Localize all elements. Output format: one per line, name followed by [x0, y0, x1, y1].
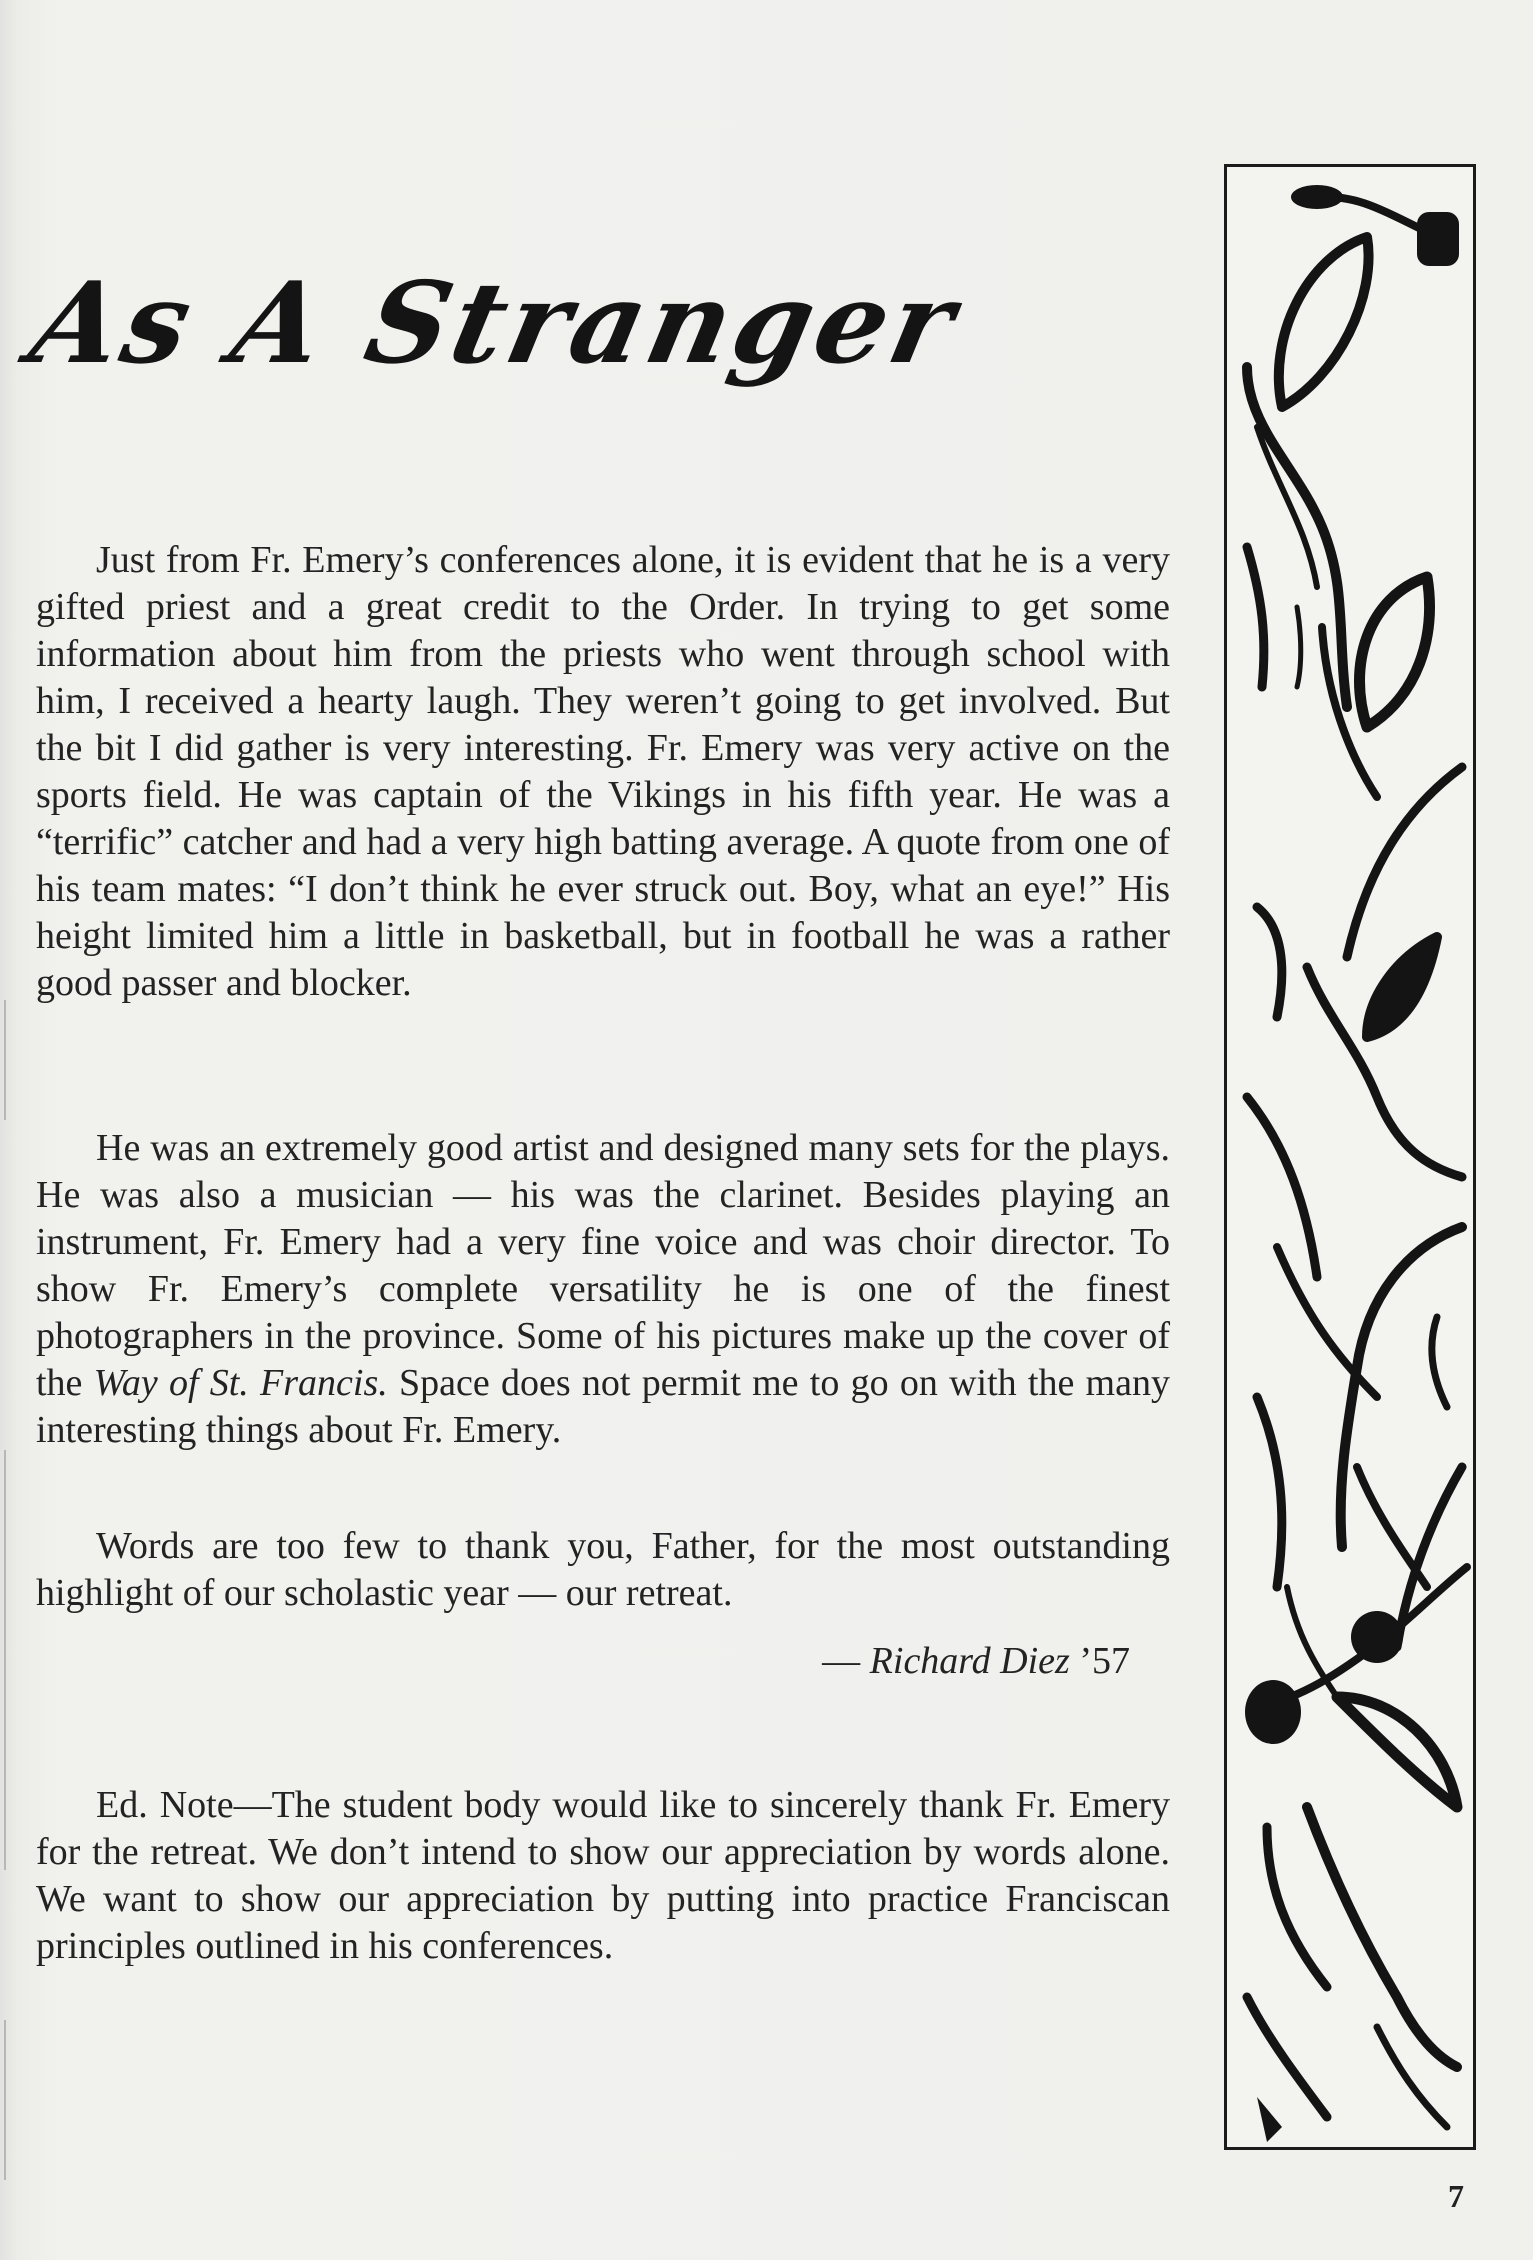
vine-illustration — [1227, 167, 1473, 2147]
binding-edge — [4, 1450, 6, 1870]
author-name: Richard Diez — [869, 1640, 1070, 1682]
page-number: 7 — [1448, 2178, 1464, 2214]
class-year: ’57 — [1069, 1640, 1130, 1682]
paragraph-1 — [36, 537, 1170, 1007]
decorative-vine-border — [1224, 164, 1476, 2150]
paragraph-2 — [36, 1125, 1170, 1454]
article-title: As A Stranger — [20, 258, 970, 389]
editor-note-text: Ed. Note—The student body would like to sincerely thank Fr. Emery for the retreat. We don’t intend to show our appreciation by words alone. We want to show our appreciation by putting into practice Franciscan principles outlined in his conferences. — [36, 1784, 1170, 1967]
paragraph-3-text: Words are too few to thank you, Father, for the most outstanding highlight of our scholastic year — our retreat. — [36, 1525, 1170, 1614]
binding-edge — [4, 1000, 6, 1120]
publication-title: Way of St. Francis. — [93, 1362, 388, 1404]
author-signature — [700, 1638, 1130, 1685]
binding-edge — [4, 2020, 6, 2180]
signature-dash: — — [822, 1640, 870, 1682]
paragraph-1-text: Just from Fr. Emery’s conferences alone, it is evident that he is a very gifted priest and a great credit to the Order. In trying to get some information about him from the priests who went through school with him, I received a hearty laugh. They weren’t going to get involved. But the bit I did gather is very interesting. Fr. Emery was very active on the sports field. He was captain of the Vikings in his fifth year. He was a “terrific” catcher and had a very high batting average. A quote from one of his team mates: “I don’t think he ever struck out. Boy, what an eye!” His height limited him a little in basketball, but in football he was a rather good passer and blocker. — [36, 539, 1170, 1004]
paragraph-2-text-b: Space does not permit me to go on with the many interesting things about Fr. Emery. — [36, 1362, 1170, 1451]
paragraph-2-text — [36, 1125, 1170, 1454]
paragraph-3 — [36, 1523, 1170, 1617]
editor-note — [36, 1782, 1170, 1970]
paragraph-2-text-a: He was an extremely good artist and designed many sets for the plays. He was also a musician — his was the clarinet. Besides playing an instrument, Fr. Emery had a very fine voice and was choir director. To show Fr. Emery’s complete versatility he is one of the finest photographers in the province. Some of his pictures make up the cover of the — [36, 1127, 1170, 1404]
